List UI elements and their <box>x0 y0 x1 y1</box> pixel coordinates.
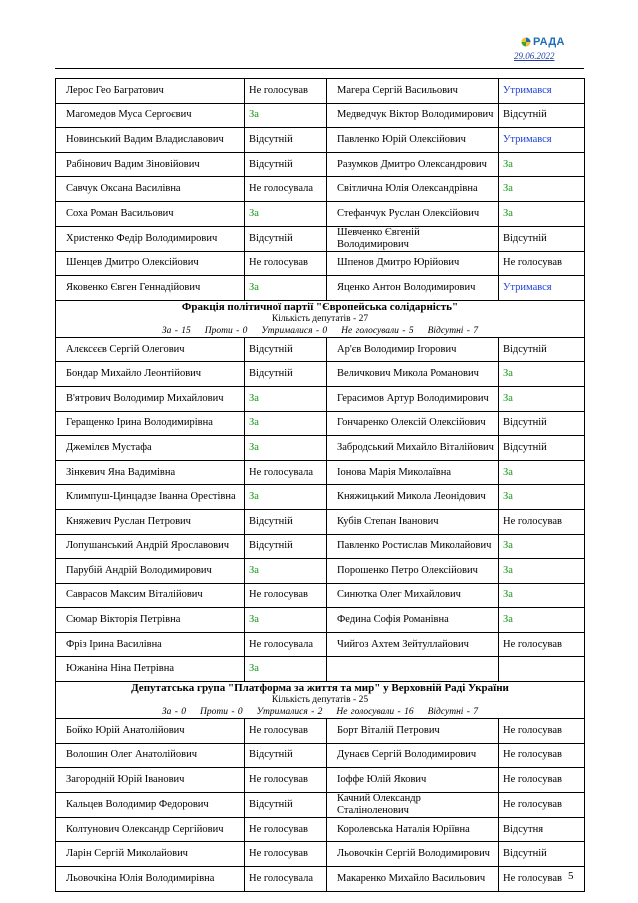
stat-not-voted: Не голосували - 16 <box>336 707 414 718</box>
rada-emblem-icon <box>521 37 531 47</box>
deputy-row <box>56 534 585 559</box>
deputy-row <box>56 276 585 301</box>
vote-result: Відсутній <box>245 743 327 768</box>
vote-result: Не голосувала <box>245 177 327 202</box>
vote-result: За <box>245 201 327 226</box>
deputy-name: Бондар Михайло Леонтійович <box>56 362 245 387</box>
deputy-name: Колтунович Олександр Сергійович <box>56 817 245 842</box>
vote-result: Відсутній <box>245 226 327 251</box>
faction-header <box>56 682 585 719</box>
deputy-name: Гончаренко Олексій Олексійович <box>327 411 499 436</box>
deputy-name: Бойко Юрій Анатолійович <box>56 719 245 744</box>
deputy-name: Разумков Дмитро Олександрович <box>327 152 499 177</box>
deputy-name: Порошенко Петро Олексійович <box>327 559 499 584</box>
vote-result: За <box>499 559 585 584</box>
deputy-name: Шевченко Євгеній Володимирович <box>327 226 499 251</box>
deputy-name: Яценко Антон Володимирович <box>327 276 499 301</box>
deputy-name: Борт Віталій Петрович <box>327 719 499 744</box>
vote-result: Відсутній <box>245 128 327 153</box>
deputy-name: Шпенов Дмитро Юрійович <box>327 251 499 276</box>
vote-result: За <box>499 460 585 485</box>
deputy-row <box>56 460 585 485</box>
vote-result: Відсутній <box>499 842 585 867</box>
faction-header-row <box>56 682 585 719</box>
vote-result: За <box>245 436 327 461</box>
vote-result: Не голосував <box>499 251 585 276</box>
deputy-name: Климпуш-Цинцадзе Іванна Орестівна <box>56 485 245 510</box>
deputy-name: Павленко Ростислав Миколайович <box>327 534 499 559</box>
deputy-name: Магера Сергій Васильович <box>327 79 499 104</box>
vote-result: За <box>499 362 585 387</box>
faction-member-count: Кількість депутатів - 27 <box>271 313 369 324</box>
vote-result: За <box>245 411 327 436</box>
vote-result: Не голосував <box>499 867 585 892</box>
vote-result: Не голосував <box>245 768 327 793</box>
vote-result: Відсутній <box>245 152 327 177</box>
deputy-name: Світлична Юлія Олександрівна <box>327 177 499 202</box>
vote-result: За <box>245 559 327 584</box>
stat-against: Проти - 0 <box>200 707 243 718</box>
vote-result: Відсутня <box>499 817 585 842</box>
deputy-row <box>56 817 585 842</box>
deputy-row <box>56 362 585 387</box>
vote-result: Не голосував <box>245 79 327 104</box>
deputy-row <box>56 583 585 608</box>
deputy-name: Алєксєєв Сергій Олегович <box>56 337 245 362</box>
deputy-row <box>56 128 585 153</box>
deputy-row <box>56 768 585 793</box>
vote-result: Відсутній <box>245 337 327 362</box>
deputy-name: Дунаєв Сергій Володимирович <box>327 743 499 768</box>
deputy-name: Льовочкін Сергій Володимирович <box>327 842 499 867</box>
vote-result: За <box>499 534 585 559</box>
vote-result: Відсутній <box>245 362 327 387</box>
stat-absent: Відсутні - 7 <box>427 707 479 718</box>
faction-evro-solidarnist <box>56 300 585 681</box>
deputy-row <box>56 485 585 510</box>
deputy-row <box>56 152 585 177</box>
deputy-name: Герасимов Артур Володимирович <box>327 386 499 411</box>
deputy-row <box>56 226 585 251</box>
deputy-name: Волошин Олег Анатолійович <box>56 743 245 768</box>
vote-result: За <box>499 386 585 411</box>
stat-abstained: Утрималися - 0 <box>261 325 328 336</box>
deputy-name: Джемілєв Мустафа <box>56 436 245 461</box>
logo-text: РАДА <box>533 36 565 48</box>
vote-result: За <box>245 608 327 633</box>
vote-result: Не голосував <box>499 792 585 817</box>
vote-result: За <box>499 177 585 202</box>
deputy-name: Іоффе Юлій Якович <box>327 768 499 793</box>
deputy-row <box>56 657 585 682</box>
vote-result: За <box>499 485 585 510</box>
deputy-row <box>56 337 585 362</box>
faction-header-row <box>56 300 585 337</box>
deputy-name: Княжицький Микола Леонідович <box>327 485 499 510</box>
faction-header <box>56 300 585 337</box>
stat-not-voted: Не голосували - 5 <box>341 325 414 336</box>
deputy-row <box>56 608 585 633</box>
vote-result: Не голосувала <box>245 460 327 485</box>
vote-result: Не голосував <box>245 719 327 744</box>
deputy-name: Ар'єв Володимир Ігорович <box>327 337 499 362</box>
faction-member-count: Кількість депутатів - 25 <box>271 695 369 706</box>
deputy-row <box>56 842 585 867</box>
vote-result: Не голосував <box>245 817 327 842</box>
vote-result: Не голосувала <box>245 867 327 892</box>
vote-result: Не голосувала <box>245 632 327 657</box>
deputy-name: Рабінович Вадим Зіновійович <box>56 152 245 177</box>
deputy-name: Савчук Оксана Василівна <box>56 177 245 202</box>
deputy-name: Шенцев Дмитро Олексійович <box>56 251 245 276</box>
deputy-name: Загородній Юрій Іванович <box>56 768 245 793</box>
deputy-name: Саврасов Максим Віталійович <box>56 583 245 608</box>
deputy-name: Забродський Михайло Віталійович <box>327 436 499 461</box>
vote-result: Відсутній <box>499 103 585 128</box>
deputy-row <box>56 201 585 226</box>
deputy-name: Фріз Ірина Василівна <box>56 632 245 657</box>
deputy-row <box>56 792 585 817</box>
deputy-name: Стефанчук Руслан Олексійович <box>327 201 499 226</box>
deputy-name: Синютка Олег Михайлович <box>327 583 499 608</box>
vote-result: За <box>499 152 585 177</box>
deputy-name: Макаренко Михайло Васильович <box>327 867 499 892</box>
deputy-name: Кальцев Володимир Федорович <box>56 792 245 817</box>
section-1-body <box>56 79 585 301</box>
deputy-name: Зінкевич Яна Вадимівна <box>56 460 245 485</box>
vote-result: За <box>245 485 327 510</box>
faction-vote-stats <box>60 325 580 337</box>
faction-platforma-za-zhyttia <box>56 682 585 892</box>
deputy-row <box>56 632 585 657</box>
deputy-name: Федина Софія Романівна <box>327 608 499 633</box>
stat-for: За - 15 <box>161 325 191 336</box>
deputy-name: Королевська Наталія Юріївна <box>327 817 499 842</box>
deputy-name: Лопушанський Андрій Ярославович <box>56 534 245 559</box>
deputy-row <box>56 386 585 411</box>
deputy-row <box>56 103 585 128</box>
vote-result: Відсутній <box>245 509 327 534</box>
deputy-row <box>56 79 585 104</box>
vote-result: Не голосував <box>499 632 585 657</box>
deputy-name: Соха Роман Васильович <box>56 201 245 226</box>
vote-result: За <box>499 608 585 633</box>
deputy-row <box>56 251 585 276</box>
deputy-name: Іонова Марія Миколаївна <box>327 460 499 485</box>
vote-result: За <box>245 386 327 411</box>
faction-vote-stats <box>60 706 580 718</box>
stat-against: Проти - 0 <box>204 325 248 336</box>
vote-result: Не голосував <box>245 583 327 608</box>
deputy-name: Павленко Юрій Олексійович <box>327 128 499 153</box>
vote-result: За <box>245 657 327 682</box>
vote-result: Не голосував <box>499 509 585 534</box>
vote-result: За <box>245 103 327 128</box>
deputy-name: Льовочкіна Юлія Володимирівна <box>56 867 245 892</box>
page-number: 5 <box>568 870 574 882</box>
rada-logo <box>521 36 565 48</box>
deputy-row <box>56 719 585 744</box>
deputy-name: В'ятрович Володимир Михайлович <box>56 386 245 411</box>
deputy-name: Чийгоз Ахтем Зейтуллайович <box>327 632 499 657</box>
vote-result: За <box>245 276 327 301</box>
deputy-name: Христенко Федір Володимирович <box>56 226 245 251</box>
deputy-name: Южаніна Ніна Петрівна <box>56 657 245 682</box>
deputy-row <box>56 411 585 436</box>
vote-result: Відсутній <box>499 411 585 436</box>
deputy-name: Княжевич Руслан Петрович <box>56 509 245 534</box>
header-rule <box>55 68 584 69</box>
vote-result: За <box>499 583 585 608</box>
vote-result: Відсутній <box>499 226 585 251</box>
deputy-name: Медведчук Віктор Володимирович <box>327 103 499 128</box>
vote-result <box>499 657 585 682</box>
vote-result: Не голосував <box>245 251 327 276</box>
deputy-row <box>56 867 585 892</box>
vote-result: Не голосував <box>499 768 585 793</box>
deputy-name <box>327 657 499 682</box>
deputy-name: Ларін Сергій Миколайович <box>56 842 245 867</box>
deputy-name: Парубій Андрій Володимирович <box>56 559 245 584</box>
vote-result: Не голосував <box>499 719 585 744</box>
deputy-name: Лерос Гео Багратович <box>56 79 245 104</box>
deputy-name: Величкович Микола Романович <box>327 362 499 387</box>
deputy-name: Кубів Степан Іванович <box>327 509 499 534</box>
vote-result: Відсутній <box>245 792 327 817</box>
document-date: 29.06.2022 <box>514 51 555 61</box>
stat-for: За - 0 <box>161 707 187 718</box>
vote-result: Відсутній <box>245 534 327 559</box>
vote-result: Відсутній <box>499 436 585 461</box>
deputy-name: Новинський Вадим Владиславович <box>56 128 245 153</box>
deputy-name: Качний Олександр Сталіноленович <box>327 792 499 817</box>
vote-results-table <box>55 78 585 892</box>
deputy-row <box>56 559 585 584</box>
vote-result: Відсутній <box>499 337 585 362</box>
faction-title: Депутатська група "Платформа за життя та мир" у Верховній Раді України <box>131 682 509 695</box>
deputy-name: Геращенко Ірина Володимирівна <box>56 411 245 436</box>
vote-result: За <box>499 201 585 226</box>
stat-abstained: Утрималися - 2 <box>256 707 323 718</box>
vote-result: Утримався <box>499 79 585 104</box>
faction-title: Фракція політичної партії "Європейська солідарність" <box>181 300 459 313</box>
vote-result: Утримався <box>499 276 585 301</box>
deputy-name: Магомедов Муса Сергоєвич <box>56 103 245 128</box>
deputy-row <box>56 436 585 461</box>
deputy-name: Яковенко Євген Геннадійович <box>56 276 245 301</box>
deputy-row <box>56 177 585 202</box>
stat-absent: Відсутні - 7 <box>427 325 479 336</box>
vote-result: Не голосував <box>245 842 327 867</box>
vote-result: Не голосував <box>499 743 585 768</box>
deputy-row <box>56 743 585 768</box>
deputy-name: Сюмар Вікторія Петрівна <box>56 608 245 633</box>
vote-result: Утримався <box>499 128 585 153</box>
deputy-row <box>56 509 585 534</box>
